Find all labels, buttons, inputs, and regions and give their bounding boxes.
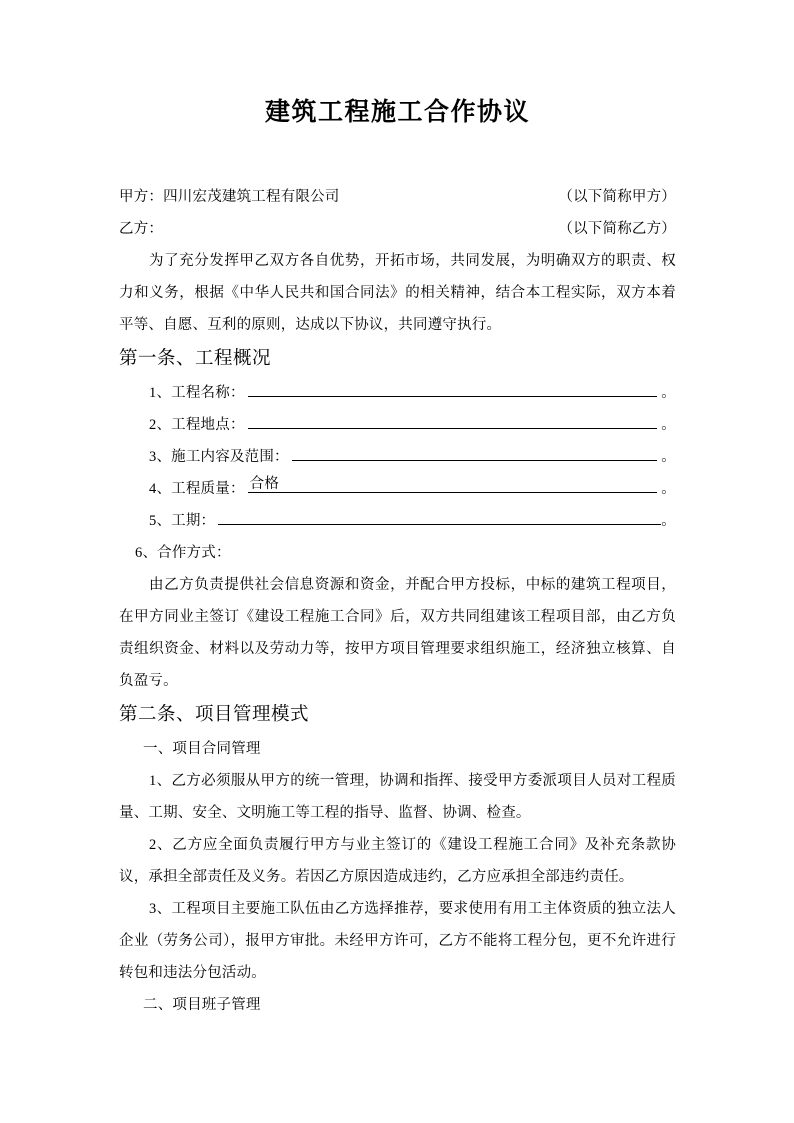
clause-item-3: 3、工程项目主要施工队伍由乙方选择推荐，要求使用有用工主体资质的独立法人企业（劳务公司），报甲方审批。未经甲方许可，乙方不能将工程分包，更不允许进行转包和违法分包活动。	[119, 901, 676, 982]
page-title: 建筑工程施工合作协议	[264, 99, 530, 126]
fill-rule-project-name[interactable]	[248, 379, 658, 397]
fill-item-project-name	[119, 377, 676, 409]
party-jiafang-note: （以下简称甲方）	[558, 189, 676, 206]
section-heading-1: 第一条、工程概况	[119, 349, 272, 370]
fill-tail-scope: 。	[661, 449, 676, 466]
fill-item-scope	[119, 441, 676, 473]
party-jiafang-text	[119, 181, 340, 213]
fill-item-project-location	[119, 409, 676, 441]
title-spacer	[119, 128, 676, 181]
fill-value-quality: 合格	[249, 476, 280, 493]
party-row-jiafang	[119, 181, 676, 213]
item6-label: 6、合作方式：	[135, 545, 231, 562]
party-row-yifang	[119, 213, 676, 245]
fill-tail-project-location: 。	[661, 417, 676, 434]
fill-rule-quality[interactable]	[248, 475, 658, 493]
clause-item-2: 2、乙方应全面负责履行甲方与业主签订的《建设工程施工合同》及补充条款协议，承担全部责任及义务。若因乙方原因造成违约，乙方应承担全部违约责任。	[119, 837, 676, 886]
fill-item-quality	[119, 473, 676, 505]
party-jiafang-label: 甲方：	[119, 189, 164, 206]
fill-label-duration: 5、工期：	[149, 513, 216, 530]
sub-heading-contract-management: 一、项目合同管理	[143, 741, 261, 758]
preamble-paragraph: 为了充分发挥甲乙双方各自优势，开拓市场，共同发展，为明确双方的职责、权力和义务，根据《中华人民共和国合同法》的相关精神，结合本工程实际，双方本着平等、自愿、互利的原则，达成以下协议，共同遵守执行。	[119, 253, 676, 334]
fill-rule-scope[interactable]	[292, 443, 658, 461]
fill-tail-project-name: 。	[661, 385, 676, 402]
fill-tail-quality: 。	[661, 481, 676, 498]
fill-item-duration	[119, 505, 676, 537]
fill-rule-project-location[interactable]	[248, 411, 658, 429]
party-yifang-text	[119, 213, 163, 245]
fill-tail-duration: 。	[661, 513, 676, 530]
fill-label-project-name: 1、工程名称：	[149, 385, 245, 402]
fill-label-scope: 3、施工内容及范围：	[149, 449, 289, 466]
party-yifang-label: 乙方：	[119, 221, 164, 238]
fill-rule-duration[interactable]	[218, 507, 661, 525]
sub-heading-team-management: 二、项目班子管理	[143, 997, 261, 1014]
clause-item-1: 1、乙方必须服从甲方的统一管理，协调和指挥、接受甲方委派项目人员对工程质量、工期、安全、文明施工等工程的指导、监督、协调、检查。	[119, 773, 676, 822]
party-jiafang-value: 四川宏茂建筑工程有限公司	[163, 189, 340, 206]
party-yifang-note: （以下简称乙方）	[558, 221, 676, 238]
fill-label-project-location: 2、工程地点：	[149, 417, 245, 434]
fill-label-quality: 4、工程质量：	[149, 481, 245, 498]
section-heading-2: 第二条、项目管理模式	[119, 705, 310, 726]
item6-body: 由乙方负责提供社会信息资源和资金，并配合甲方投标，中标的建筑工程项目，在甲方同业主签订《建设工程施工合同》后，双方共同组建该工程项目部，由乙方负责组织资金、材料以及劳动力等，按甲方项目管理要求组织施工，经济独立核算、自负盈亏。	[119, 577, 676, 690]
